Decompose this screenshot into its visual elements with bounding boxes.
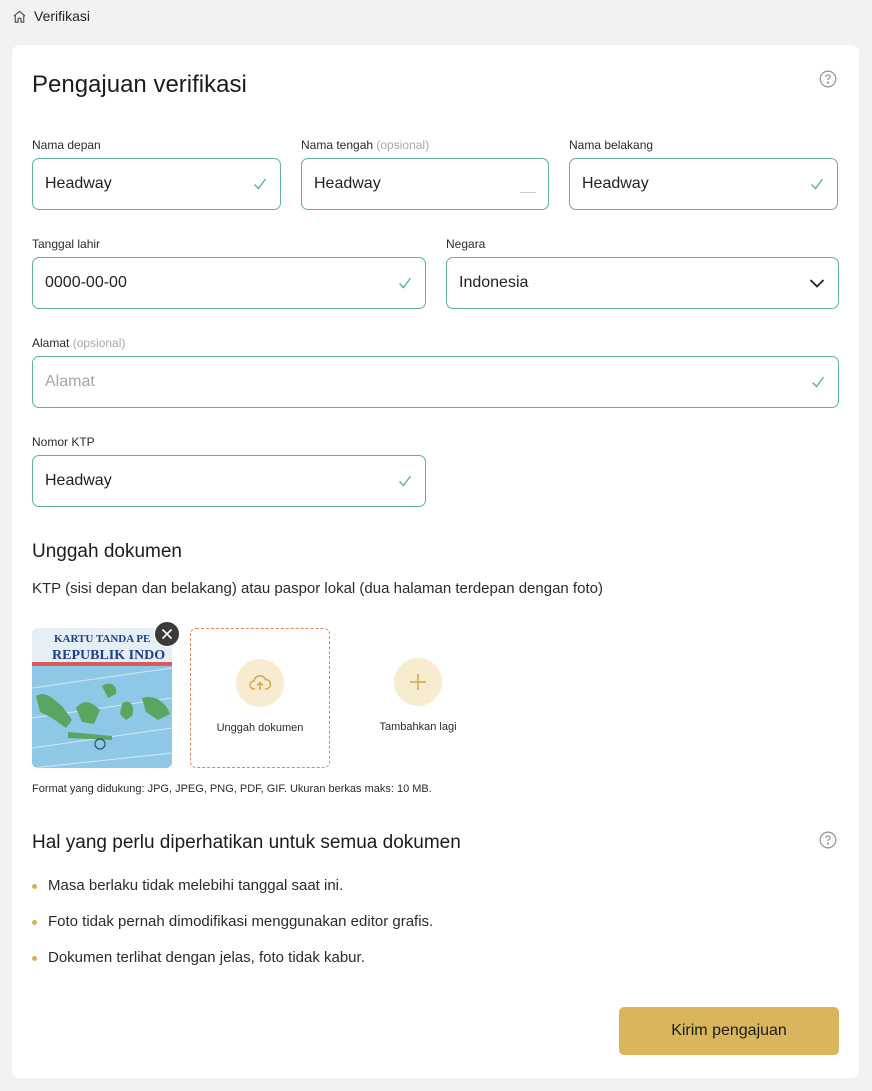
remove-document-button[interactable] (154, 621, 180, 647)
country-value[interactable]: Indonesia (459, 274, 529, 291)
home-icon[interactable] (12, 9, 27, 24)
country-select[interactable] (446, 257, 839, 309)
first-name-label: Nama depan (32, 138, 101, 152)
address-label: Alamat (opsional) (32, 336, 126, 350)
help-icon[interactable] (819, 70, 837, 88)
dob-label: Tanggal lahir (32, 237, 101, 251)
middle-name-field[interactable] (301, 158, 549, 210)
breadcrumb-label[interactable]: Verifikasi (34, 8, 91, 24)
country-label: Negara (446, 237, 486, 251)
submit-button[interactable]: Kirim pengajuan (619, 1007, 839, 1055)
breadcrumb (12, 8, 90, 24)
first-name-value[interactable]: Headway (45, 175, 112, 192)
upload-document-button[interactable] (190, 628, 330, 768)
plus-icon (408, 672, 428, 692)
check-icon (809, 176, 825, 192)
close-icon (161, 628, 173, 640)
first-name-field[interactable] (32, 158, 281, 210)
notes-list (32, 876, 433, 984)
add-more-button[interactable] (348, 628, 488, 768)
last-name-field[interactable] (569, 158, 838, 210)
minus-icon (520, 192, 536, 194)
dob-field[interactable] (32, 257, 426, 309)
id-card-image (32, 628, 172, 768)
chevron-down-icon[interactable] (808, 274, 826, 292)
thumb-text-1: KARTU TANDA PE (54, 633, 151, 645)
middle-name-value[interactable]: Headway (314, 175, 381, 192)
upload-description: KTP (sisi depan dan belakang) atau paspor lokal (dua halaman terdepan dengan foto) (32, 580, 603, 597)
ktp-field[interactable] (32, 455, 426, 507)
ktp-value[interactable]: Headway (45, 472, 112, 489)
list-item: Foto tidak pernah dimodifikasi menggunakan editor grafis. (32, 912, 433, 932)
page-title: Pengajuan verifikasi (32, 71, 247, 98)
supported-formats: Format yang didukung: JPG, JPEG, PNG, PDF, GIF. Ukuran berkas maks: 10 MB. (32, 783, 432, 795)
check-icon (252, 176, 268, 192)
verification-card (12, 45, 859, 1078)
ktp-label: Nomor KTP (32, 435, 95, 449)
add-circle (394, 658, 442, 706)
check-icon (810, 374, 826, 390)
help-icon[interactable] (819, 831, 837, 849)
check-icon (397, 473, 413, 489)
list-item: Dokumen terlihat dengan jelas, foto tidak kabur. (32, 948, 433, 968)
dob-value[interactable]: 0000-00-00 (45, 274, 127, 291)
upload-circle (236, 659, 284, 707)
document-thumbnail[interactable] (32, 628, 172, 768)
list-item: Masa berlaku tidak melebihi tanggal saat ini. (32, 876, 433, 896)
check-icon (397, 275, 413, 291)
upload-title: Unggah dokumen (32, 541, 182, 562)
add-more-label: Tambahkan lagi (379, 721, 457, 733)
thumb-text-2: REPUBLIK INDO (52, 648, 166, 663)
middle-name-label: Nama tengah (opsional) (301, 138, 430, 152)
notes-title: Hal yang perlu diperhatikan untuk semua dokumen (32, 832, 461, 853)
upload-document-label: Unggah dokumen (216, 722, 304, 734)
upload-cloud-icon (248, 671, 272, 695)
last-name-label: Nama belakang (569, 138, 654, 152)
address-placeholder[interactable]: Alamat (45, 373, 95, 390)
address-field[interactable] (32, 356, 839, 408)
last-name-value[interactable]: Headway (582, 175, 649, 192)
